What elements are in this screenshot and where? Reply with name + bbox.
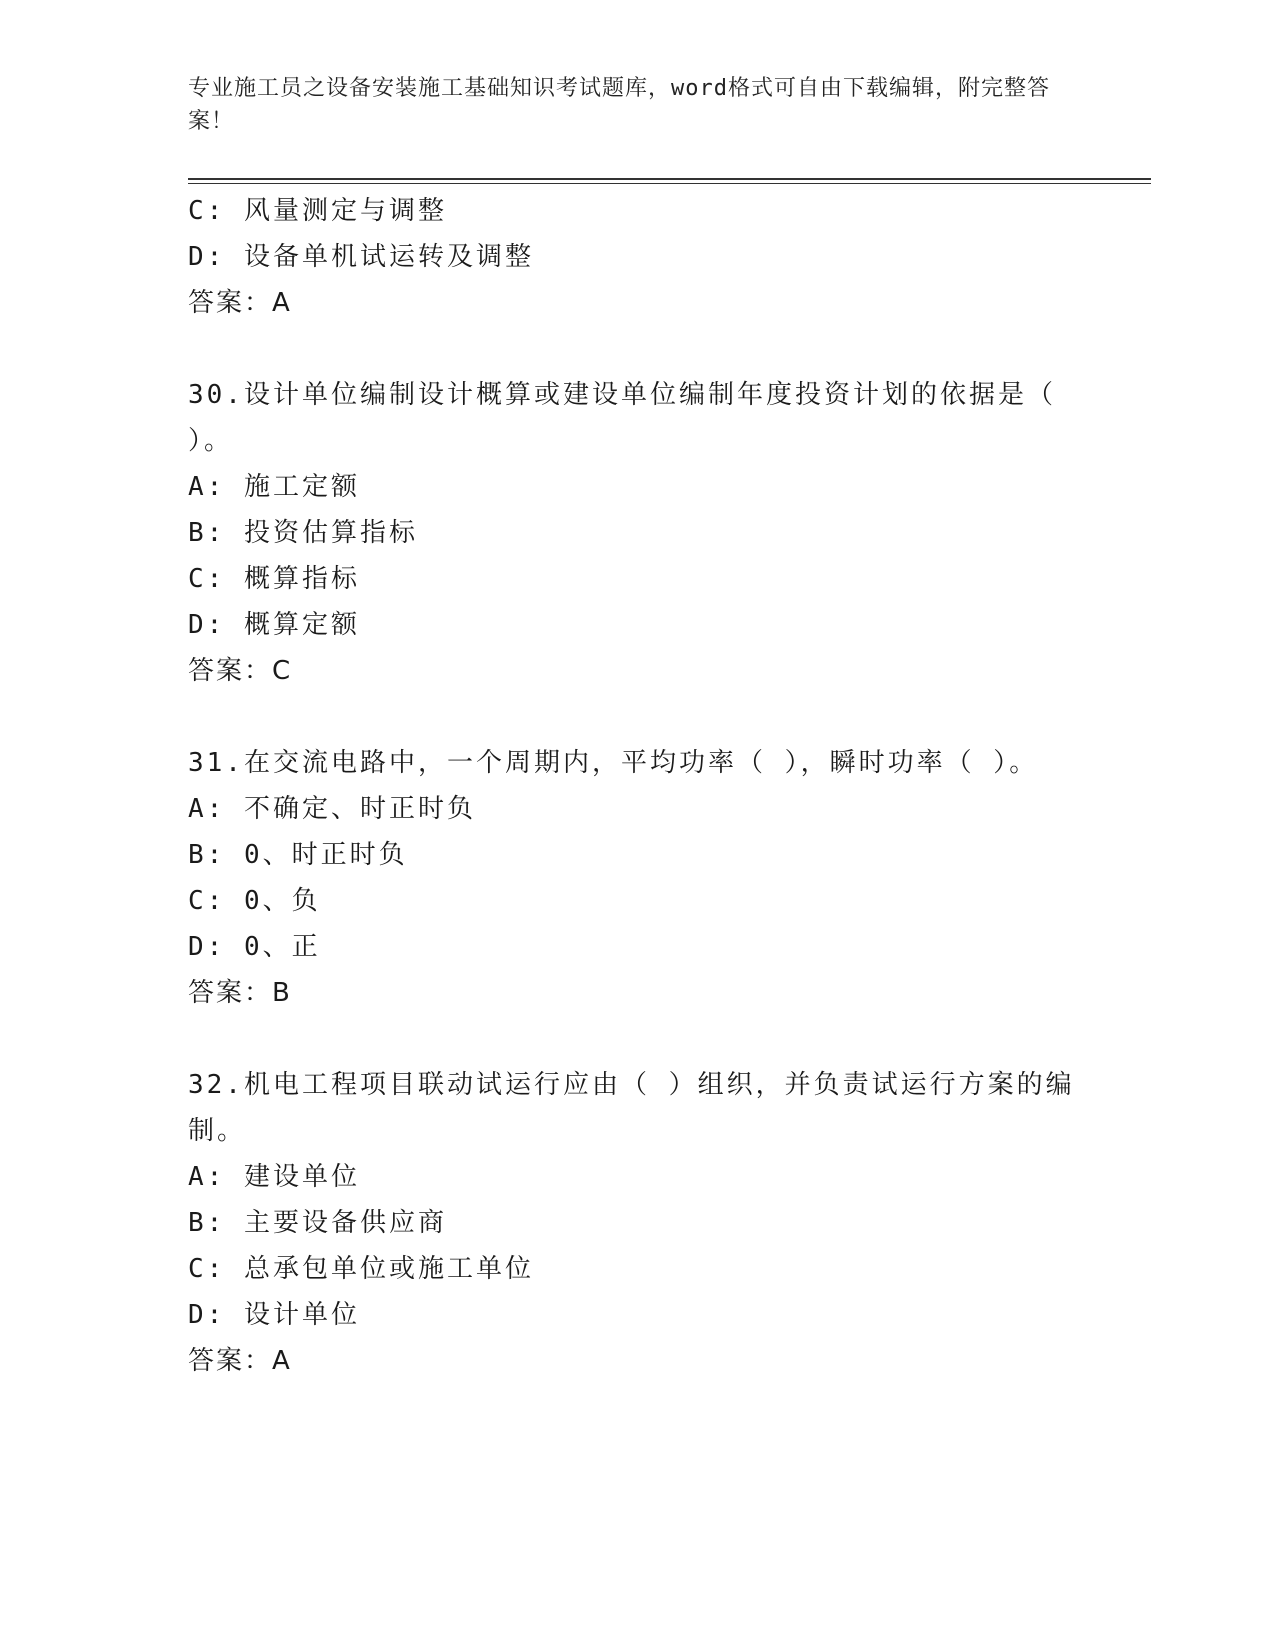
answer-line: 答案：A <box>188 1346 292 1376</box>
option-a: A: 不确定、时正时负 <box>188 794 476 824</box>
question-gap <box>188 1016 1068 1062</box>
prev-question <box>188 188 1068 326</box>
answer-line: 答案：B <box>188 978 292 1008</box>
answer-line: 答案：A <box>188 288 292 318</box>
question-text-line2: 制。 <box>188 1116 247 1146</box>
question-gap <box>188 694 1068 740</box>
question-text-line1: 32.机电工程项目联动试运行应由（ ）组织，并负责试运行方案的编 <box>188 1070 1075 1100</box>
option-c: C: 0、负 <box>188 886 321 916</box>
option-d: D: 设备单机试运转及调整 <box>188 242 534 272</box>
option-b: B: 投资估算指标 <box>188 518 418 548</box>
option-c: C: 概算指标 <box>188 564 360 594</box>
option-a: A: 施工定额 <box>188 472 360 502</box>
option-b: B: 0、时正时负 <box>188 840 408 870</box>
option-c: C: 风量测定与调整 <box>188 196 447 226</box>
option-c: C: 总承包单位或施工单位 <box>188 1254 534 1284</box>
header-text: 专业施工员之设备安装施工基础知识考试题库，word格式可自由下载编辑，附完整答案！ <box>188 76 1050 134</box>
question-text-line1: 30.设计单位编制设计概算或建设单位编制年度投资计划的依据是（ <box>188 380 1056 410</box>
question-31 <box>188 740 1068 1016</box>
question-32 <box>188 1062 1075 1384</box>
question-30 <box>188 372 1068 694</box>
answer-line: 答案：C <box>188 656 293 686</box>
question-text-line1: 31.在交流电路中，一个周期内，平均功率（ ），瞬时功率（ ）。 <box>188 748 1039 778</box>
option-d: D: 0、正 <box>188 932 321 962</box>
question-text-line2: ）。 <box>188 426 234 456</box>
question-gap <box>188 326 1068 372</box>
option-d: D: 设计单位 <box>188 1300 360 1330</box>
option-b: B: 主要设备供应商 <box>188 1208 447 1238</box>
option-a: A: 建设单位 <box>188 1162 360 1192</box>
option-d: D: 概算定额 <box>188 610 360 640</box>
document-header <box>188 72 1068 138</box>
header-divider-thick <box>188 178 1151 180</box>
document-content <box>188 188 1075 1384</box>
header-divider-thin <box>188 183 1151 184</box>
